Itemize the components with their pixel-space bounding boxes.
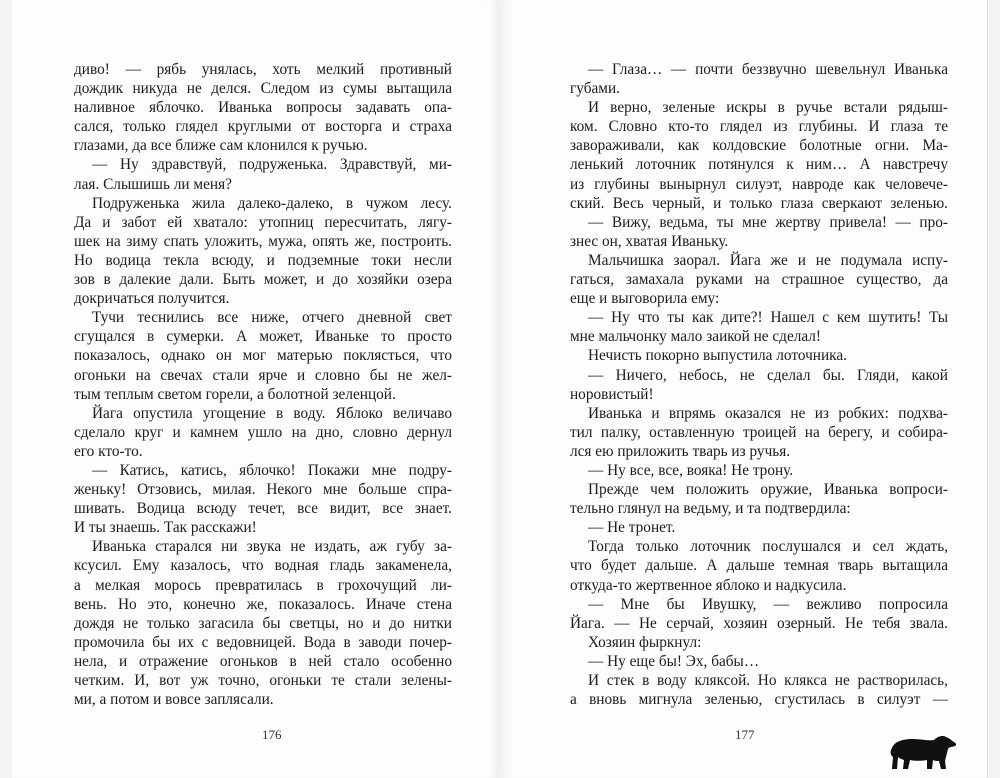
bear-icon (888, 730, 958, 772)
text-line: показалось, однако он мог матерью поклясться, что (74, 347, 452, 365)
text-line: — Ну здравствуй, подруженька. Здравствуй, ми- (92, 156, 452, 174)
text-line: норовистый! (570, 385, 654, 403)
text-line: Хозяин фыркнул: (588, 633, 702, 651)
text-line: ский. Весь черный, и только глаза сверкают зеленью. (570, 194, 948, 212)
text-line: тил палку, оставленную троицей на берегу, и собира- (570, 423, 948, 441)
text-line: Тогда только лоточник послушался и сел ждать, (588, 538, 948, 556)
text-line: Йага. — Не серчай, хозяин озерный. Не тебя звала. (570, 614, 948, 632)
text-line: докричаться получится. (74, 290, 230, 308)
text-line: Да и забот ей хватало: утопниц пересчитать, лягу- (74, 213, 452, 231)
text-line: Прежде чем положить оружие, Иванька вопроси- (588, 481, 948, 499)
bear-silhouette-shape (891, 736, 956, 769)
text-line: Нечисть покорно выпустила лоточника. (588, 347, 847, 365)
text-line: — Ну еще бы! Эх, бабы… (588, 652, 760, 670)
right-page-edge (987, 0, 1000, 778)
text-line: женьку! Отзовись, милая. Некого мне больше спра- (74, 481, 452, 499)
text-line: а мелкая морось превратилась в грохочущий ли- (74, 576, 452, 594)
text-line: Йага опустила угощение в воду. Яблоко величаво (92, 404, 452, 422)
text-line: шек на зиму спать уложить, мужа, опять же, построить. (74, 232, 452, 250)
text-line: диво! — рябь унялась, хоть мелкий противный (74, 61, 452, 78)
left-page-number: 176 (262, 727, 282, 742)
text-line: его кто-то. (74, 442, 143, 460)
right-page-text (570, 60, 948, 709)
text-line: гаться, замахала руками на страшное существо, да (570, 271, 948, 289)
text-line: дождя не только загасила бы светцы, но и до нитки (74, 614, 452, 632)
text-line: мне мальчонку мало заикой не сделал! (570, 328, 822, 346)
text-line: ленький лоточник потянулся к ним… А навстречу (570, 156, 948, 174)
text-line: — Вижу, ведьма, ты мне жертву привела! — про- (588, 213, 948, 231)
text-line: — Ничего, небось, не сделал бы. Гляди, какой (588, 366, 948, 384)
right-page (500, 0, 988, 778)
text-line: И ты знаешь. Так расскажи! (74, 519, 257, 537)
text-line: Мальчишка заорал. Йага же и не подумала испу- (588, 251, 948, 269)
text-line: вень. Но это, конечно же, показалось. Иначе стена (74, 595, 452, 613)
text-line: — Ну все, все, вояка! Не трону. (588, 461, 794, 479)
text-line: лая. Слышишь ли меня? (74, 175, 232, 193)
text-line: Подруженька жила далеко-далеко, в чужом лесу. (92, 194, 452, 212)
text-line: сделало круг и камнем ушло на дно, словно дернул (74, 423, 452, 441)
text-line: промочила бы их с ведовницей. Вода в заводи почер- (74, 633, 452, 651)
text-line: еще и выговорила ему: (570, 290, 720, 308)
text-line: — Ну что ты как дите?! Нашел с кем шутить! Ты (588, 309, 948, 327)
text-line: лся ею приложить тварь из ручья. (570, 442, 791, 460)
text-line: — Не тронет. (588, 519, 676, 537)
text-line: Но водица текла всюду, и подземные токи несли (74, 251, 452, 269)
text-line: глазами, да все ближе сам клонился к ручью. (74, 137, 368, 155)
text-line: шивать. Водица всюду течет, все видит, все знает. (74, 500, 452, 518)
text-line: завораживали, как колдовские болотные огни. Ма- (570, 137, 948, 155)
text-line: сался, только глядел круглыми от восторга и страха (74, 118, 452, 136)
text-line: а вновь мигнула зеленью, сгустилась в силуэт — (570, 691, 948, 709)
text-line: дождик никуда не делся. Следом из сумы вытащила (74, 80, 452, 98)
text-line: сгущался в сумерки. А может, Иваньке то просто (74, 328, 452, 346)
text-line: Тучи теснились все ниже, отчего дневной свет (92, 309, 452, 327)
left-page-text (74, 60, 452, 709)
text-line: зов в далекие дали. Быть может, и до хозяйки озера (74, 271, 452, 289)
text-line: что будет дальше. А дальше темная тварь вытащила (570, 557, 948, 575)
text-line: знес он, хватая Иваньку. (570, 232, 729, 250)
left-page (12, 0, 498, 778)
text-line: — Глаза… — почти беззвучно шевельнул Иванька (588, 61, 948, 78)
text-line: из глубины вынырнул силуэт, навроде как человече- (570, 175, 948, 193)
text-line: ми, а потом и вовсе заплясали. (74, 691, 274, 709)
text-line: тым теплым светом горели, а болотной зеленцой. (74, 385, 396, 403)
text-line: И верно, зеленые искры в ручье встали рядыш- (588, 99, 948, 117)
text-line: И стек в воду кляксой. Но клякса не растворилась, (588, 672, 948, 689)
text-line: наливное яблочко. Иванька вопросы задавать опа- (74, 99, 452, 117)
text-line: — Катись, катись, яблочко! Покажи мне подру- (92, 461, 452, 479)
text-line: нела, и отражение огоньков в ней стало особенно (74, 652, 452, 670)
text-line: огоньки на свечах стали ярче и словно бы не жел- (74, 366, 452, 384)
text-line: ком. Словно кто-то глядел из глубины. И глаза те (570, 118, 948, 136)
text-line: откуда-то жертвенное яблоко и надкусила. (570, 576, 847, 594)
right-page-number: 177 (735, 727, 755, 742)
text-line: — Мне бы Ивушку, — вежливо попросила (588, 595, 948, 613)
text-line: четким. И, вот уж точно, огоньки те стали зелены- (74, 672, 452, 689)
text-line: Иванька старался ни звука не издать, аж губу за- (92, 538, 452, 556)
text-line: тельно глянул на ведьму, и та подтвердила: (570, 500, 851, 518)
text-line: ксусил. Ему казалось, что водная гладь закаменела, (74, 557, 452, 575)
text-line: Иванька и впрямь оказался не из робких: подхва- (588, 404, 948, 422)
text-line: губами. (570, 80, 620, 98)
